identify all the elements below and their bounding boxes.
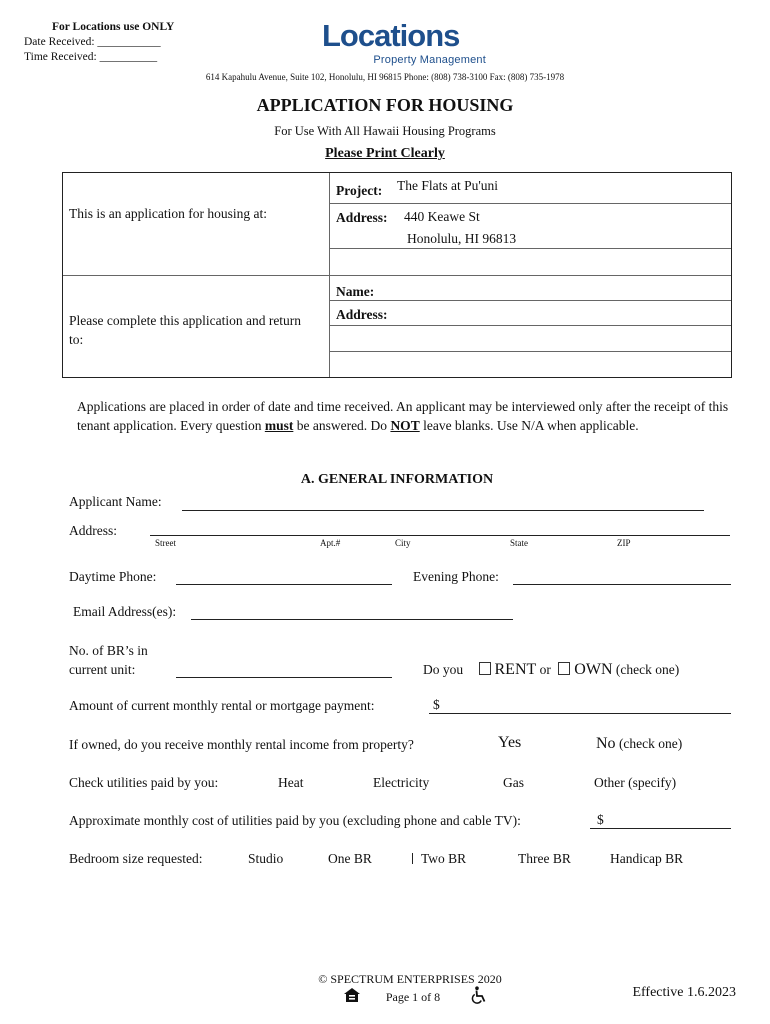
utility-heat[interactable]: Heat bbox=[278, 775, 304, 790]
own-checkbox[interactable] bbox=[558, 662, 570, 675]
email-label: Email Address(es): bbox=[73, 604, 177, 619]
evening-phone-label: Evening Phone: bbox=[413, 569, 499, 584]
address-line1[interactable]: 440 Keawe St bbox=[404, 209, 480, 224]
monthly-payment-dollar: $ bbox=[433, 697, 440, 712]
rent-option-label: RENT bbox=[494, 661, 537, 678]
daytime-phone-label: Daytime Phone: bbox=[69, 569, 157, 584]
box-divider bbox=[329, 351, 731, 352]
rental-income-no: No bbox=[596, 735, 616, 752]
bedroom-studio[interactable]: Studio bbox=[248, 851, 284, 866]
address-line2[interactable]: Honolulu, HI 96813 bbox=[407, 231, 517, 246]
address-label: Address: bbox=[336, 210, 388, 225]
office-use-block bbox=[24, 20, 174, 65]
rent-own-question bbox=[423, 661, 679, 679]
emphasis-must: must bbox=[264, 418, 294, 433]
return-to-label: Please complete this application and return to: bbox=[69, 313, 302, 347]
utility-other[interactable]: Other (specify) bbox=[594, 775, 677, 790]
box-divider-middle bbox=[63, 275, 731, 276]
monthly-payment-field[interactable] bbox=[429, 713, 731, 714]
address-apt-caption: Apt.# bbox=[320, 538, 341, 548]
instructions-paragraph bbox=[77, 397, 737, 435]
num-br-label-line2: current unit: bbox=[69, 662, 136, 677]
rental-income-no-option[interactable] bbox=[596, 735, 682, 753]
bedroom-handicap-br[interactable]: Handicap BR bbox=[610, 851, 684, 866]
email-field[interactable] bbox=[191, 619, 513, 620]
utilities-label-text: Check utilities paid by you: bbox=[69, 775, 219, 790]
applicant-address-label: Address: bbox=[69, 523, 117, 538]
page-number: Page 1 of 8 bbox=[385, 990, 441, 1004]
equal-housing-icon bbox=[344, 988, 360, 1002]
project-value[interactable]: The Flats at Pu'uni bbox=[397, 178, 499, 193]
or-label: or bbox=[539, 662, 551, 677]
bedroom-size-label: Bedroom size requested: bbox=[69, 851, 203, 866]
bedroom-two-br-option[interactable] bbox=[412, 851, 466, 867]
logo-wordmark: Locations bbox=[322, 18, 460, 53]
utility-cost-label: Approximate monthly cost of utilities paid by you (excluding phone and cable TV): bbox=[69, 813, 521, 828]
date-received-field: Date Received: ___________ bbox=[24, 36, 161, 48]
box-divider bbox=[329, 325, 731, 326]
box-divider bbox=[329, 300, 731, 301]
form-subtitle: For Use With All Hawaii Housing Programs bbox=[274, 124, 496, 138]
instructions-text: leave blanks. Use N/A when applicable. bbox=[419, 418, 639, 433]
effective-date: Effective 1.6.2023 bbox=[632, 985, 736, 1000]
utilities-label bbox=[69, 775, 218, 791]
applicant-address-field[interactable] bbox=[150, 535, 730, 536]
applicant-name-field[interactable] bbox=[182, 510, 704, 511]
rental-income-question: If owned, do you receive monthly rental income from property? bbox=[69, 737, 414, 752]
company-logo bbox=[322, 18, 492, 72]
bedroom-one-br[interactable]: One BR bbox=[328, 851, 372, 866]
emphasis-not: NOT bbox=[390, 418, 420, 433]
housing-info-box bbox=[62, 172, 732, 378]
address-zip-caption: ZIP bbox=[617, 538, 631, 548]
print-clearly-note: Please Print Clearly bbox=[325, 146, 445, 161]
housing-at-label: This is an application for housing at: bbox=[69, 206, 267, 221]
return-name-label: Name: bbox=[336, 284, 375, 299]
bedroom-three-br[interactable]: Three BR bbox=[518, 851, 571, 866]
daytime-phone-field[interactable] bbox=[176, 584, 392, 585]
box-divider bbox=[329, 203, 731, 204]
box-divider bbox=[329, 248, 731, 249]
check-one-note: (check one) bbox=[618, 736, 683, 751]
utility-cost-dollar: $ bbox=[597, 812, 604, 827]
do-you-label: Do you bbox=[423, 662, 464, 677]
section-a-heading: A. GENERAL INFORMATION bbox=[300, 472, 494, 487]
return-address-label: Address: bbox=[336, 307, 388, 322]
check-one-note: (check one) bbox=[615, 662, 680, 677]
address-street-caption: Street bbox=[155, 538, 176, 548]
logo-tagline: Property Management bbox=[373, 54, 486, 66]
utility-gas[interactable]: Gas bbox=[503, 775, 524, 790]
office-use-header: For Locations use ONLY bbox=[52, 21, 175, 33]
instructions-text: Applications are placed in order of date and time received. An applicant may be interviewed only after the receipt of this tenant application. Every question bbox=[77, 399, 729, 433]
instructions-text: be answered. Do bbox=[293, 418, 391, 433]
address-state-caption: State bbox=[510, 538, 528, 548]
num-br-field[interactable] bbox=[176, 677, 392, 678]
form-title: APPLICATION FOR HOUSING bbox=[256, 95, 514, 115]
rental-income-yes[interactable]: Yes bbox=[498, 734, 522, 751]
rent-checkbox[interactable] bbox=[479, 662, 491, 675]
bedroom-two-br: Two BR bbox=[421, 851, 467, 866]
evening-phone-field[interactable] bbox=[513, 584, 731, 585]
tick-mark bbox=[412, 853, 413, 864]
num-br-label-line1: No. of BR’s in bbox=[69, 643, 148, 658]
accessibility-icon bbox=[470, 986, 488, 1004]
address-city-caption: City bbox=[395, 538, 411, 548]
utility-electricity[interactable]: Electricity bbox=[373, 775, 430, 790]
time-received-field: Time Received: __________ bbox=[24, 51, 158, 63]
applicant-name-label: Applicant Name: bbox=[69, 494, 162, 509]
own-option-label: OWN bbox=[574, 661, 613, 678]
company-address: 614 Kapahulu Avenue, Suite 102, Honolulu, HI 96815 Phone: (808) 738-3100 Fax: (808) 735-1978 bbox=[205, 72, 565, 82]
monthly-payment-label: Amount of current monthly rental or mortgage payment: bbox=[69, 698, 375, 713]
utility-cost-field[interactable] bbox=[590, 828, 731, 829]
copyright-notice: © SPECTRUM ENTERPRISES 2020 bbox=[318, 972, 502, 986]
project-label: Project: bbox=[336, 183, 383, 198]
